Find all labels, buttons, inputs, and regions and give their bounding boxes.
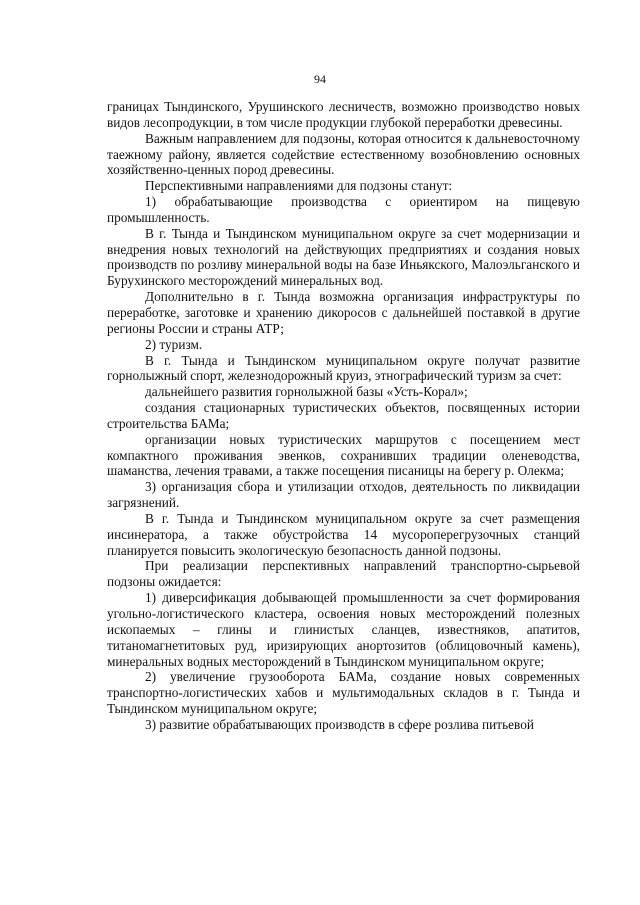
paragraph: Перспективными направлениями для подзоны станут:: [145, 178, 453, 194]
paragraph: В г. Тында и Тындинском муниципальном округе за счет размещения инсинератора, а также обустройства 14 мусороперегрузочных станций планируется повысить экологическую безопасность данной подзоны.: [107, 510, 580, 558]
list-item: 2) увеличение грузооборота БАМа, создание новых современных транспортно-логистических хабов и мультимодальных складов в г. Тында и Тындинском муниципальном округе;: [107, 669, 580, 717]
document-body: [107, 99, 580, 733]
paragraph: В г. Тында и Тындинском муниципальном округе за счет модернизации и внедрения новых технологий на действующих предприятиях и создания новых производств по розливу минеральной воды на базе Иньякского, Малоэльганского и Бурухинского месторождений минеральных вод.: [107, 225, 580, 289]
list-item: 3) развитие обрабатывающих производств в сфере розлива питьевой: [145, 716, 535, 732]
list-item: 2) туризм.: [145, 336, 203, 352]
paragraph: В г. Тында и Тындинском муниципальном округе получат развитие горнолыжный спорт, железнодорожный круиз, этнографический туризм за счет:: [107, 352, 580, 384]
list-item: организации новых туристических маршрутов с посещением мест компактного проживания эвенков, сохранивших традиции оленеводства, шаманства, лечения травами, а также посещения писаницы на берегу р. Олекма;: [107, 431, 580, 479]
list-item: 3) организация сбора и утилизации отходов, деятельность по ликвидации загрязнений.: [107, 479, 580, 511]
paragraph: Дополнительно в г. Тында возможна организация инфраструктуры по переработке, заготовке и хранению дикоросов с дальнейшей поставкой в другие регионы России и страны АТР;: [107, 289, 580, 336]
list-item: дальнейшего развития горнолыжной базы «Усть-Корал»;: [145, 384, 468, 400]
paragraph: При реализации перспективных направлений транспортно-сырьевой подзоны ожидается:: [107, 558, 580, 590]
list-item: создания стационарных туристических объектов, посвященных истории строительства БАМа;: [107, 400, 580, 431]
paragraph: Важным направлением для подзоны, которая относится к дальневосточному таежному району, является содействие естественному возобновлению основных хозяйственно-ценных пород древесины.: [107, 130, 580, 178]
page-number: 94: [314, 72, 326, 86]
list-item: 1) диверсификация добывающей промышленности за счет формирования угольно-логистического кластера, освоения новых месторождений полезных ископаемых – глины и глинистых сланцев, известняков, апатитов, титаномагнетитовых руд, иризирующих анортозитов (облицовочный камень), минеральных водных месторождений в Тындинском муниципальном округе;: [107, 590, 580, 669]
list-item: 1) обрабатывающие производства с ориентиром на пищевую промышленность.: [107, 194, 580, 225]
paragraph: границах Тындинского, Урушинского лесничеств, возможно производство новых видов лесопродукции, в том числе продукции глубокой переработки древесины.: [107, 99, 580, 130]
